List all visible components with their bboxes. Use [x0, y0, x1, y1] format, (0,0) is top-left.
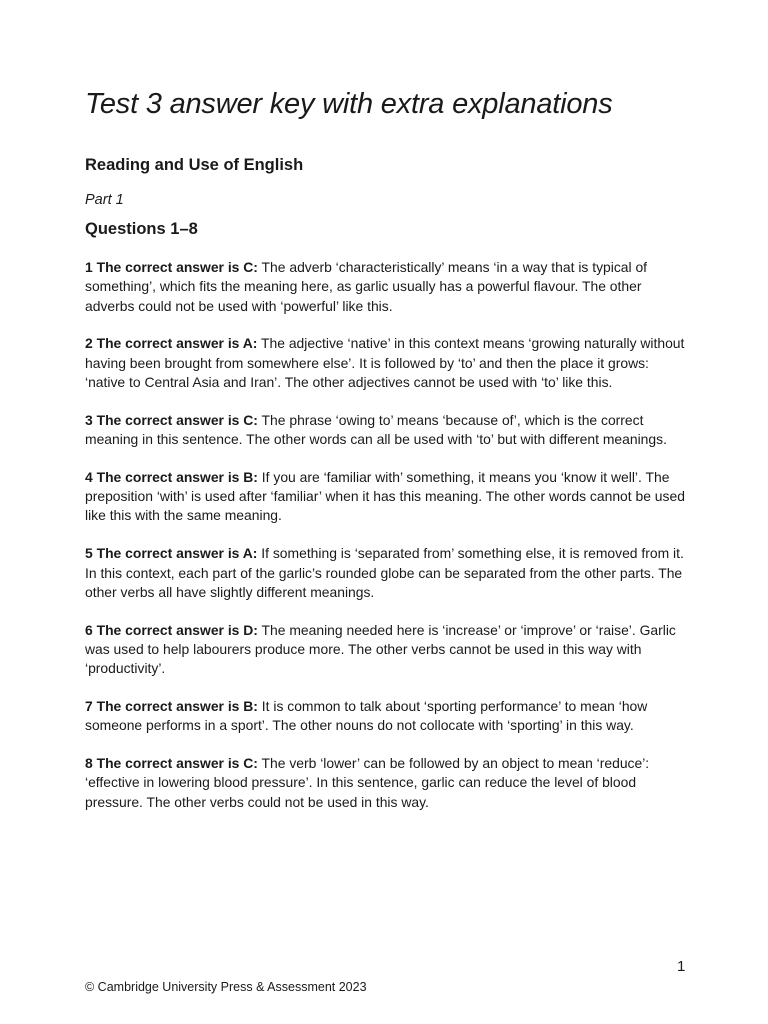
answer-3 — [85, 411, 685, 450]
answer-1 — [85, 258, 685, 316]
answer-5 — [85, 544, 685, 602]
answer-lead: 2 The correct answer is A: — [85, 335, 258, 352]
answer-lead: 8 The correct answer is C: — [85, 755, 258, 772]
section-heading: Reading and Use of English — [85, 156, 304, 174]
answer-lead: 6 The correct answer is D: — [85, 621, 258, 638]
answer-2 — [85, 334, 685, 392]
answer-explanation: The meaning needed here is ‘increase’ or ‘improve’ or ‘raise’. Garlic was used to help labourers produce more. The other verbs cannot be used in this way with ‘productivity’. — [85, 621, 676, 677]
answer-7 — [85, 697, 685, 736]
answer-explanation: The adjective ‘native’ in this context means ‘growing naturally without having been brought from somewhere else’. It is followed by ‘to’ and then the place it grows: ‘native to Central Asia and Iran’. The other adjectives cannot be used with ‘to’ like this. — [85, 335, 685, 390]
answer-explanation: The verb ‘lower’ can be followed by an object to mean ‘reduce’: ‘effective in lowering blood pressure’. In this sentence, garlic can reduce the level of blood pressure. The other verbs could not be used in this way. — [85, 755, 650, 810]
part-label: Part 1 — [85, 192, 124, 208]
answer-lead: 1 The correct answer is C: — [85, 259, 258, 275]
answer-explanation: It is common to talk about ‘sporting performance’ to mean ‘how someone performs in a sport’. The other nouns do not collocate with ‘sporting’ in this way. — [85, 698, 648, 734]
answer-lead: 4 The correct answer is B: — [85, 468, 258, 485]
questions-heading: Questions 1–8 — [85, 220, 198, 238]
answer-lead: 3 The correct answer is C: — [85, 411, 258, 428]
answer-list — [85, 258, 685, 831]
answer-lead: 7 The correct answer is B: — [85, 698, 258, 715]
copyright-notice: © Cambridge University Press & Assessment 2023 — [85, 980, 367, 994]
answer-explanation: If you are ‘familiar with’ something, it means you ‘know it well’. The preposition ‘with’ is used after ‘familiar’ when it has this meaning. The other words cannot be used like this with the same meaning. — [85, 468, 685, 524]
answer-lead: 5 The correct answer is A: — [85, 545, 258, 562]
answer-8 — [85, 754, 685, 812]
answer-6 — [85, 621, 685, 679]
page-number: 1 — [677, 958, 686, 975]
answer-explanation: The phrase ‘owing to’ means ‘because of’, which is the correct meaning in this sentence. The other words can all be used with ‘to’ but with different meanings. — [85, 411, 667, 448]
answer-explanation: If something is ‘separated from’ something else, it is removed from it. In this context, each part of the garlic’s rounded globe can be separated from the other parts. The other verbs all have slightly different meanings. — [85, 545, 684, 600]
answer-explanation: The adverb ‘characteristically’ means ‘in a way that is typical of something’, which fits the meaning here, as garlic usually has a powerful flavour. The other adverbs could not be used with ‘powerful’ like this. — [85, 259, 648, 314]
page-title: Test 3 answer key with extra explanations — [85, 88, 613, 120]
answer-4 — [85, 468, 685, 526]
